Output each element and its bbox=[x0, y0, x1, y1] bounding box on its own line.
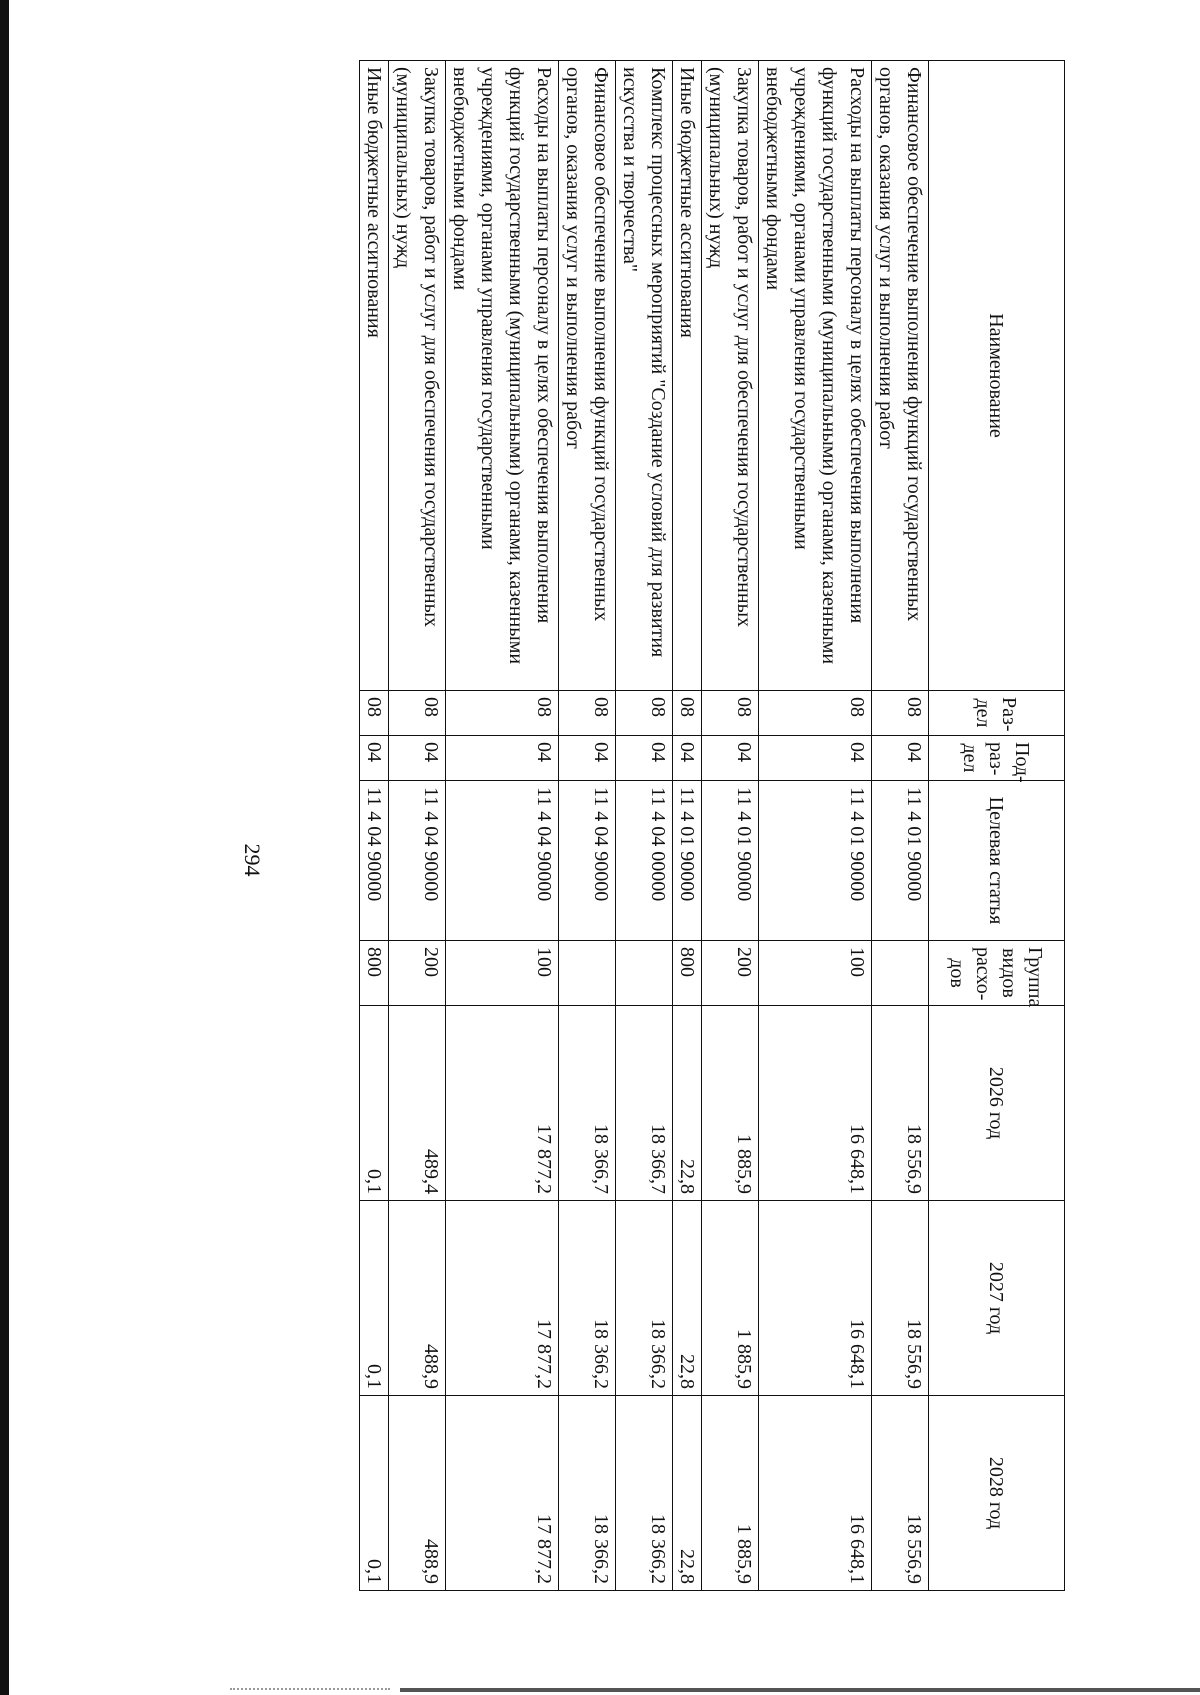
row-target: 11 4 04 90000 bbox=[360, 781, 389, 941]
row-target: 11 4 01 90000 bbox=[872, 781, 929, 941]
row-name: Финансовое обеспечение выполнения функций государственных органов, оказания услуг и выполнения работ bbox=[559, 61, 616, 691]
table-row bbox=[872, 61, 929, 1591]
row-name: Комплекс процессных мероприятий "Создание условий для развития искусства и творчества" bbox=[616, 61, 673, 691]
table-row bbox=[559, 61, 616, 1591]
row-2028: 16 648,1 bbox=[759, 1396, 872, 1591]
row-section: 08 bbox=[360, 691, 389, 736]
table-row bbox=[389, 61, 446, 1591]
row-group bbox=[872, 941, 929, 1006]
row-subsection: 04 bbox=[702, 736, 759, 781]
row-group bbox=[616, 941, 673, 1006]
row-2028: 17 877,2 bbox=[446, 1396, 559, 1591]
row-subsection: 04 bbox=[389, 736, 446, 781]
row-name: Финансовое обеспечение выполнения функций государственных органов, оказания услуг и выполнения работ bbox=[872, 61, 929, 691]
row-subsection: 04 bbox=[759, 736, 872, 781]
row-name: Расходы на выплаты персоналу в целях обеспечения выполнения функций государственными (муниципальными) органами, казенными учреждениями, органами управления государственными внебюджетными фондами bbox=[759, 61, 872, 691]
table-row bbox=[446, 61, 559, 1591]
scan-edge-bar bbox=[0, 0, 9, 1695]
table-row bbox=[702, 61, 759, 1591]
table-header-row bbox=[929, 61, 1065, 1591]
row-section: 08 bbox=[559, 691, 616, 736]
row-2026: 1 885,9 bbox=[702, 1006, 759, 1201]
table-row bbox=[673, 61, 702, 1591]
header-name: Наименование bbox=[929, 61, 1065, 691]
scan-bottom-dots bbox=[230, 1688, 390, 1692]
row-group: 100 bbox=[446, 941, 559, 1006]
row-2026: 0,1 bbox=[360, 1006, 389, 1201]
page-number: 294 bbox=[240, 843, 265, 877]
row-2028: 488,9 bbox=[389, 1396, 446, 1591]
row-target: 11 4 04 90000 bbox=[559, 781, 616, 941]
row-name: Иные бюджетные ассигнования bbox=[673, 61, 702, 691]
row-2028: 18 366,2 bbox=[616, 1396, 673, 1591]
row-target: 11 4 04 00000 bbox=[616, 781, 673, 941]
table-row bbox=[616, 61, 673, 1591]
row-2027: 17 877,2 bbox=[446, 1201, 559, 1396]
row-2028: 1 885,9 bbox=[702, 1396, 759, 1591]
row-2028: 22,8 bbox=[673, 1396, 702, 1591]
row-section: 08 bbox=[616, 691, 673, 736]
row-subsection: 04 bbox=[616, 736, 673, 781]
row-name: Закупка товаров, работ и услуг для обеспечения государственных (муниципальных) нужд bbox=[702, 61, 759, 691]
row-section: 08 bbox=[389, 691, 446, 736]
row-target: 11 4 04 90000 bbox=[446, 781, 559, 941]
row-target: 11 4 04 90000 bbox=[389, 781, 446, 941]
header-target: Целевая статья bbox=[929, 781, 1065, 941]
header-subsection: Под-раз-дел bbox=[929, 736, 1065, 781]
row-subsection: 04 bbox=[559, 736, 616, 781]
row-2026: 22,8 bbox=[673, 1006, 702, 1201]
budget-table bbox=[359, 60, 1065, 1591]
table-row bbox=[360, 61, 389, 1591]
row-section: 08 bbox=[759, 691, 872, 736]
row-section: 08 bbox=[673, 691, 702, 736]
row-target: 11 4 01 90000 bbox=[759, 781, 872, 941]
table-row bbox=[759, 61, 872, 1591]
row-subsection: 04 bbox=[446, 736, 559, 781]
rotated-document bbox=[145, 60, 1065, 1655]
row-section: 08 bbox=[872, 691, 929, 736]
row-section: 08 bbox=[702, 691, 759, 736]
row-2026: 16 648,1 bbox=[759, 1006, 872, 1201]
header-2028: 2028 год bbox=[929, 1396, 1065, 1591]
row-2027: 18 366,2 bbox=[559, 1201, 616, 1396]
row-2027: 488,9 bbox=[389, 1201, 446, 1396]
row-2028: 18 366,2 bbox=[559, 1396, 616, 1591]
row-2026: 18 556,9 bbox=[872, 1006, 929, 1201]
row-group bbox=[559, 941, 616, 1006]
header-section: Раз-дел bbox=[929, 691, 1065, 736]
header-2026: 2026 год bbox=[929, 1006, 1065, 1201]
row-2027: 22,8 bbox=[673, 1201, 702, 1396]
row-2028: 18 556,9 bbox=[872, 1396, 929, 1591]
row-group: 800 bbox=[673, 941, 702, 1006]
row-target: 11 4 01 90000 bbox=[702, 781, 759, 941]
row-subsection: 04 bbox=[673, 736, 702, 781]
scan-bottom-line bbox=[400, 1688, 1200, 1692]
row-2026: 17 877,2 bbox=[446, 1006, 559, 1201]
row-2026: 489,4 bbox=[389, 1006, 446, 1201]
header-group: Группа видов расхо-дов bbox=[929, 941, 1065, 1006]
row-group: 200 bbox=[702, 941, 759, 1006]
row-2026: 18 366,7 bbox=[559, 1006, 616, 1201]
row-2027: 1 885,9 bbox=[702, 1201, 759, 1396]
row-group: 200 bbox=[389, 941, 446, 1006]
row-2028: 0,1 bbox=[360, 1396, 389, 1591]
row-name: Иные бюджетные ассигнования bbox=[360, 61, 389, 691]
row-group: 100 bbox=[759, 941, 872, 1006]
row-name: Закупка товаров, работ и услуг для обеспечения государственных (муниципальных) нужд bbox=[389, 61, 446, 691]
row-group: 800 bbox=[360, 941, 389, 1006]
row-2027: 18 366,2 bbox=[616, 1201, 673, 1396]
row-2026: 18 366,7 bbox=[616, 1006, 673, 1201]
row-name: Расходы на выплаты персоналу в целях обеспечения выполнения функций государственными (муниципальными) органами, казенными учреждениями, органами управления государственными внебюджетными фондами bbox=[446, 61, 559, 691]
header-2027: 2027 год bbox=[929, 1201, 1065, 1396]
row-2027: 0,1 bbox=[360, 1201, 389, 1396]
row-2027: 18 556,9 bbox=[872, 1201, 929, 1396]
row-subsection: 04 bbox=[872, 736, 929, 781]
row-2027: 16 648,1 bbox=[759, 1201, 872, 1396]
row-subsection: 04 bbox=[360, 736, 389, 781]
row-target: 11 4 01 90000 bbox=[673, 781, 702, 941]
row-section: 08 bbox=[446, 691, 559, 736]
